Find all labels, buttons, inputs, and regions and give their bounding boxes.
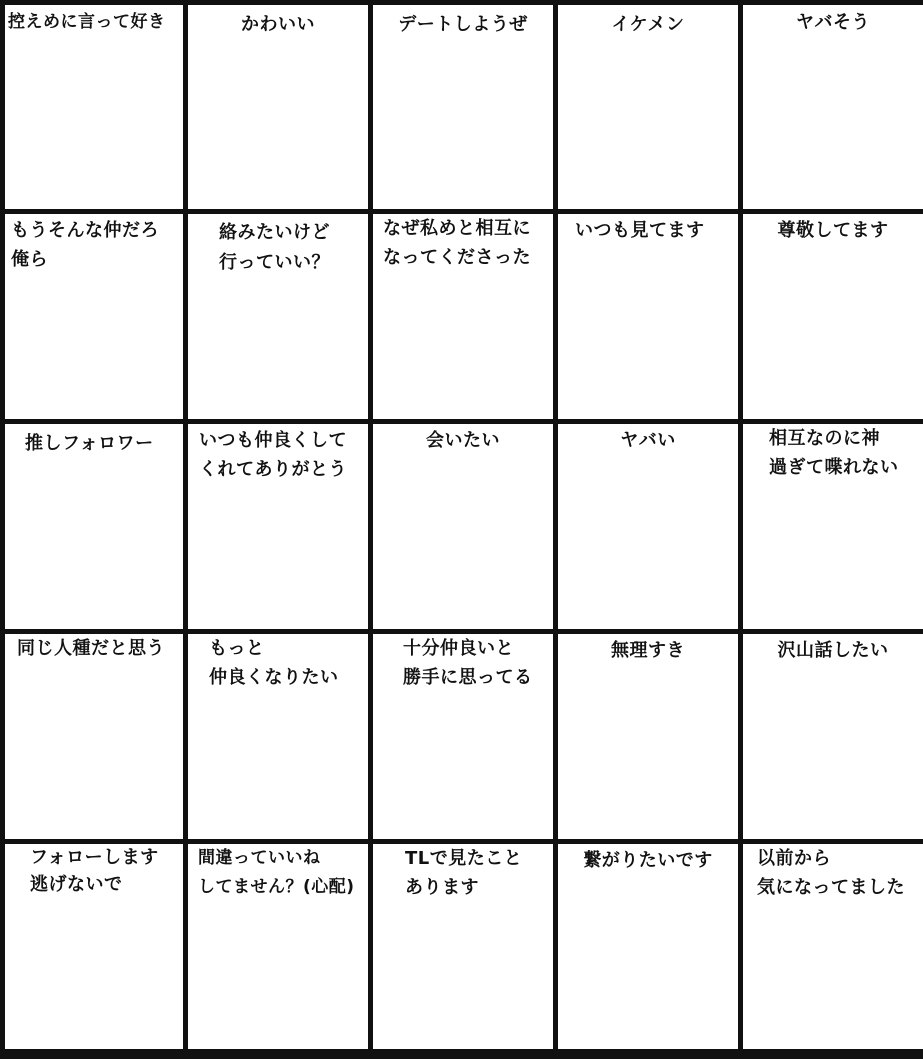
cell-label: 以前から 気になってました bbox=[757, 848, 905, 898]
cell-label: もうそんな仲だろ 俺ら bbox=[11, 220, 159, 270]
cell-label: 無理すき bbox=[611, 640, 685, 661]
cell-label: 相互なのに神 過ぎて喋れない bbox=[769, 428, 899, 478]
cell-label: デートしようぜ bbox=[398, 14, 528, 35]
grid-cell bbox=[188, 424, 368, 629]
grid-cell bbox=[743, 424, 923, 629]
grid-cell bbox=[558, 634, 738, 839]
grid-cell bbox=[743, 634, 923, 839]
grid-cell bbox=[743, 844, 923, 1049]
grid-cell bbox=[188, 634, 368, 839]
cell-label: いつも仲良くして くれてありがとう bbox=[199, 430, 347, 480]
cell-label: 推しフォロワー bbox=[25, 433, 154, 454]
grid-cell bbox=[373, 844, 553, 1049]
cell-label: イケメン bbox=[611, 14, 685, 35]
cell-label: TLで見たこと あります bbox=[405, 848, 523, 898]
grid-cell bbox=[558, 424, 738, 629]
grid-cell bbox=[373, 424, 553, 629]
cell-label: 控えめに言って好き bbox=[8, 12, 166, 32]
grid-cell bbox=[188, 5, 368, 209]
grid-cell bbox=[5, 5, 183, 209]
grid-cell bbox=[558, 844, 738, 1049]
grid-cell bbox=[558, 214, 738, 419]
grid-cell bbox=[373, 214, 553, 419]
cell-label: ヤバい bbox=[620, 430, 676, 451]
cell-label: かわいい bbox=[241, 14, 315, 35]
cell-label: 十分仲良いと 勝手に思ってる bbox=[403, 638, 533, 688]
grid-cell bbox=[558, 5, 738, 209]
cell-label: 繋がりたいです bbox=[583, 850, 713, 871]
grid-cell bbox=[188, 214, 368, 419]
grid-cell bbox=[743, 214, 923, 419]
cell-label: 沢山話したい bbox=[777, 640, 889, 661]
cell-label: 間違っていいね してません？(心配) bbox=[198, 848, 355, 897]
cell-label: もっと 仲良くなりたい bbox=[209, 638, 339, 688]
cell-label: 尊敬してます bbox=[777, 220, 889, 241]
grid-cell bbox=[373, 634, 553, 839]
grid-cell bbox=[5, 844, 183, 1049]
grid-cell bbox=[5, 424, 183, 629]
cell-label: 絡みたいけど 行っていい？ bbox=[219, 222, 330, 273]
cell-label: なぜ私めと相互に なってくださった bbox=[383, 218, 531, 268]
cell-label: 会いたい bbox=[426, 430, 500, 451]
cell-label: いつも見てます bbox=[575, 220, 705, 241]
cell-label: フォローします 逃げないで bbox=[30, 847, 159, 895]
cell-label: 同じ人種だと思う bbox=[17, 638, 165, 659]
cell-label: ヤバそう bbox=[796, 12, 870, 33]
grid-cell bbox=[373, 5, 553, 209]
grid-cell bbox=[5, 634, 183, 839]
grid-cell bbox=[743, 5, 923, 209]
grid-cell bbox=[5, 214, 183, 419]
grid-cell bbox=[188, 844, 368, 1049]
